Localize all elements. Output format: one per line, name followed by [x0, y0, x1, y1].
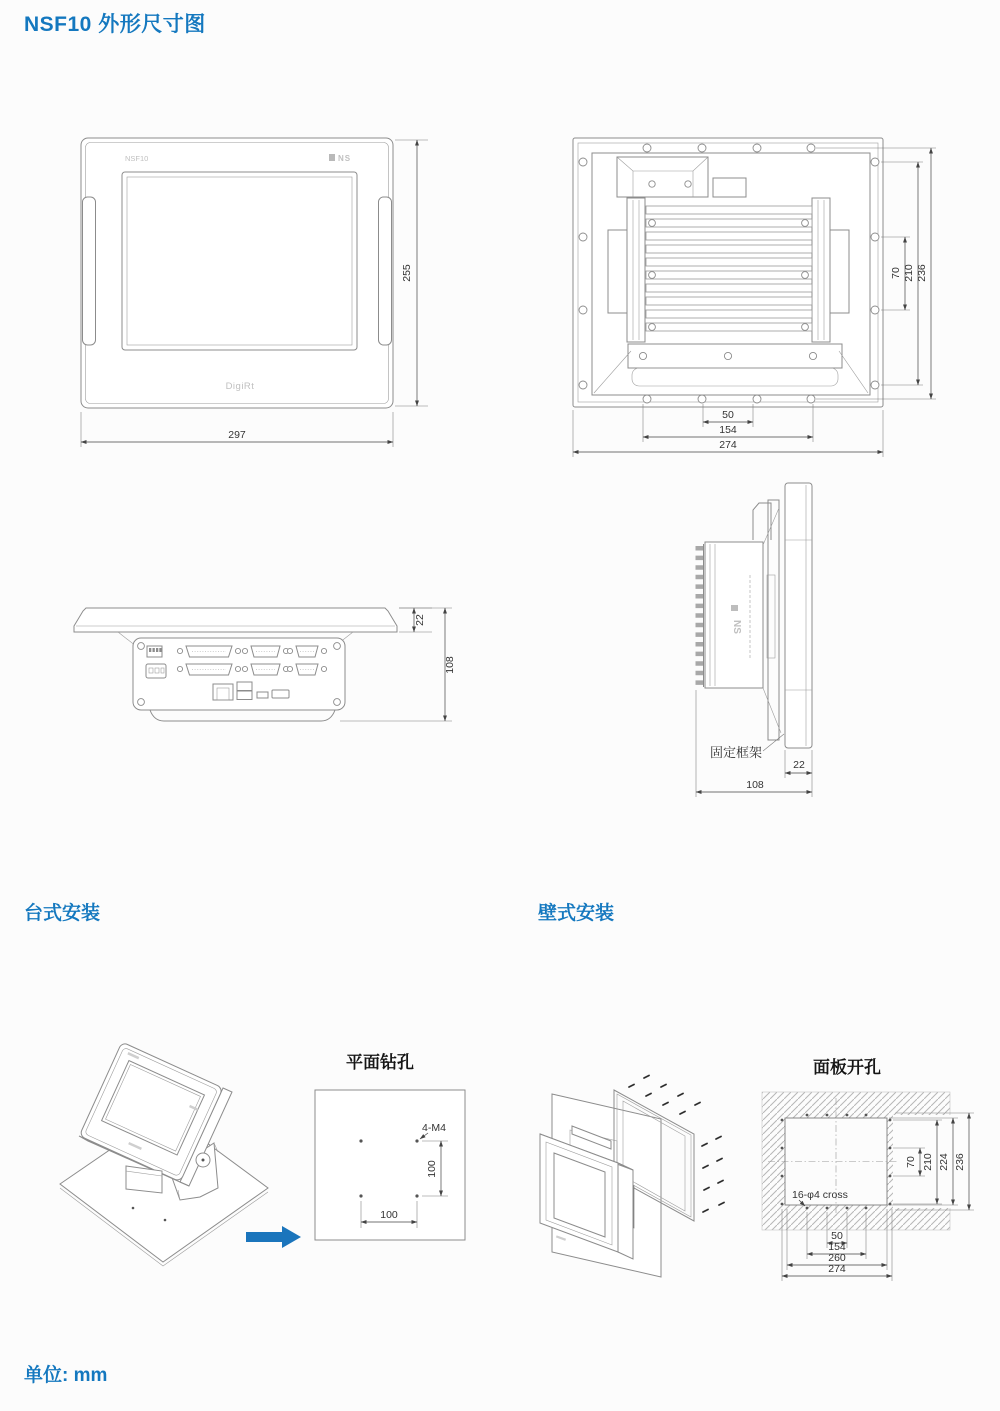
side-dim-22: 22: [793, 759, 805, 771]
rear-dim-274: 274: [719, 439, 737, 451]
cutout-dim-210: 210: [922, 1153, 934, 1171]
wall-exploded-view: [540, 1076, 724, 1278]
rear-dim-154: 154: [719, 424, 737, 436]
drill-holes-label: 4-M4: [422, 1122, 446, 1134]
cutout-dim-260: 260: [828, 1252, 846, 1264]
side-view: [696, 483, 812, 797]
panel-cutout-title: 面板开孔: [813, 1058, 881, 1077]
fixing-frame-label: 固定框架: [710, 745, 763, 760]
rear-dim-70: 70: [890, 267, 902, 279]
flow-arrow: [246, 1226, 301, 1248]
stand-front-bracket: [126, 1166, 162, 1193]
drill-pattern-diagram: [315, 1090, 465, 1240]
drill-dim-v: 100: [426, 1160, 438, 1178]
rear-view: [573, 138, 936, 457]
front-width-dim: 297: [228, 429, 246, 441]
side-logo-text: NS: [731, 620, 742, 634]
bottom-view: [74, 608, 456, 721]
unit-label: 单位: mm: [24, 1365, 108, 1386]
front-bezel: [785, 483, 812, 748]
cutout-dim-274: 274: [828, 1263, 846, 1275]
left-handle: [83, 197, 96, 345]
wall-mount-heading: 壁式安装: [538, 903, 615, 924]
rear-dim-236: 236: [916, 264, 928, 282]
cutout-dim-236: 236: [954, 1153, 966, 1171]
brand-label: DigiRt: [225, 381, 255, 392]
front-view: [81, 138, 428, 447]
desk-stand-illustration: [60, 1042, 301, 1266]
cutout-holes-label: 16-φ4 cross: [792, 1189, 848, 1201]
model-label: NSF10: [125, 154, 149, 163]
cutout-dim-154: 154: [828, 1241, 846, 1253]
right-handle: [379, 197, 392, 345]
front-height-dim: 255: [401, 264, 413, 282]
cutout-dim-224: 224: [938, 1153, 950, 1171]
drill-pattern-title: 平面钻孔: [346, 1053, 414, 1072]
logo-text: NS: [338, 154, 352, 163]
cutout-dim-70: 70: [905, 1156, 917, 1168]
rear-dim-50: 50: [722, 409, 734, 421]
desk-mount-heading: 台式安装: [24, 903, 101, 924]
bottom-dim-108: 108: [444, 656, 456, 674]
page-title: NSF10 外形尺寸图: [24, 13, 206, 36]
drill-dim-h: 100: [380, 1209, 398, 1221]
cutout-dim-50: 50: [831, 1230, 843, 1242]
side-logo-mark: [731, 605, 738, 611]
side-dim-108: 108: [746, 779, 764, 791]
stand-mount-arc: [150, 710, 335, 721]
bottom-dim-22: 22: [414, 614, 426, 626]
rear-dim-210: 210: [903, 264, 915, 282]
panel-cutout-diagram: [762, 1092, 983, 1281]
logo-mark: [329, 154, 335, 161]
